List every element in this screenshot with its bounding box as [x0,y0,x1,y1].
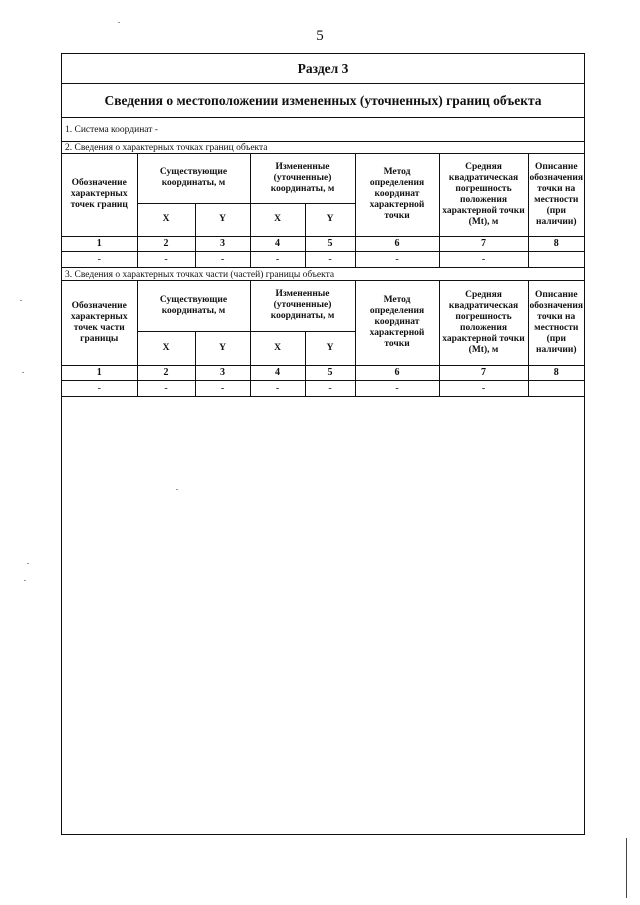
table-cell: - [62,380,137,396]
table-cell [528,251,584,267]
section-frame [61,53,585,835]
table-row [62,380,584,396]
header-changed-y: Y [305,203,355,236]
header-point-description: Описание обозначения точки на местности (при наличии) [528,154,584,236]
table-cell [528,380,584,396]
table-cell: - [250,251,305,267]
column-number: 8 [528,365,584,380]
scan-speck [176,489,178,490]
column-number: 8 [528,236,584,251]
part-points-table [62,281,584,397]
section-heading: Сведения о местоположении измененных (уточненных) границ объекта [62,84,584,118]
boundary-points-caption: 2. Сведения о характерных точках границ объекта [62,142,584,154]
section-title: Раздел 3 [62,54,584,84]
header-changed-x: X [250,331,305,365]
header-mean-square-error: Средняя квадратическая погрешность положения характерной точки (Mt), м [439,154,528,236]
table-cell: - [305,380,355,396]
header-designation: Обозначение характерных точек части границы [62,281,137,365]
column-number: 5 [305,365,355,380]
page-number: 5 [316,28,324,44]
column-number: 5 [305,236,355,251]
scan-speck [118,22,120,23]
column-number-row [62,365,584,380]
table-row [62,251,584,267]
column-number: 1 [62,236,137,251]
column-number: 1 [62,365,137,380]
column-number-row [62,236,584,251]
boundary-points-table [62,154,584,268]
column-number: 3 [195,365,250,380]
column-number: 3 [195,236,250,251]
table-cell: - [439,380,528,396]
column-number: 2 [137,365,195,380]
table-cell: - [137,251,195,267]
part-points-caption: 3. Сведения о характерных точках части (частей) границы объекта [62,269,584,281]
table-cell: - [250,380,305,396]
header-existing-y: Y [195,331,250,365]
header-existing-coordinates: Существующие координаты, м [137,281,250,331]
table-cell: - [62,251,137,267]
header-changed-x: X [250,203,305,236]
table-cell: - [137,380,195,396]
column-number: 4 [250,236,305,251]
header-changed-coordinates: Измененные (уточненные) координаты, м [250,154,355,203]
table-cell: - [355,380,439,396]
table-cell: - [195,380,250,396]
column-number: 6 [355,236,439,251]
column-number: 7 [439,236,528,251]
scan-speck [24,580,26,581]
header-existing-coordinates: Существующие координаты, м [137,154,250,203]
column-number: 7 [439,365,528,380]
header-existing-y: Y [195,203,250,236]
scan-speck [22,372,24,373]
header-changed-coordinates: Измененные (уточненные) координаты, м [250,281,355,331]
scan-edge-line [626,838,627,898]
header-point-description: Описание обозначения точки на местности (при наличии) [528,281,584,365]
column-number: 4 [250,365,305,380]
column-number: 6 [355,365,439,380]
column-number: 2 [137,236,195,251]
table-cell: - [439,251,528,267]
coordinate-system-line: 1. Система координат - [62,118,584,142]
header-existing-x: X [137,331,195,365]
header-changed-y: Y [305,331,355,365]
header-method: Метод определения координат характерной точки [355,281,439,365]
scan-speck [27,563,29,564]
table-cell: - [355,251,439,267]
header-method: Метод определения координат характерной точки [355,154,439,236]
scan-speck [20,300,22,301]
header-designation: Обозначение характерных точек границ [62,154,137,236]
header-mean-square-error: Средняя квадратическая погрешность положения характерной точки (Mt), м [439,281,528,365]
table-cell: - [305,251,355,267]
table-cell: - [195,251,250,267]
header-existing-x: X [137,203,195,236]
